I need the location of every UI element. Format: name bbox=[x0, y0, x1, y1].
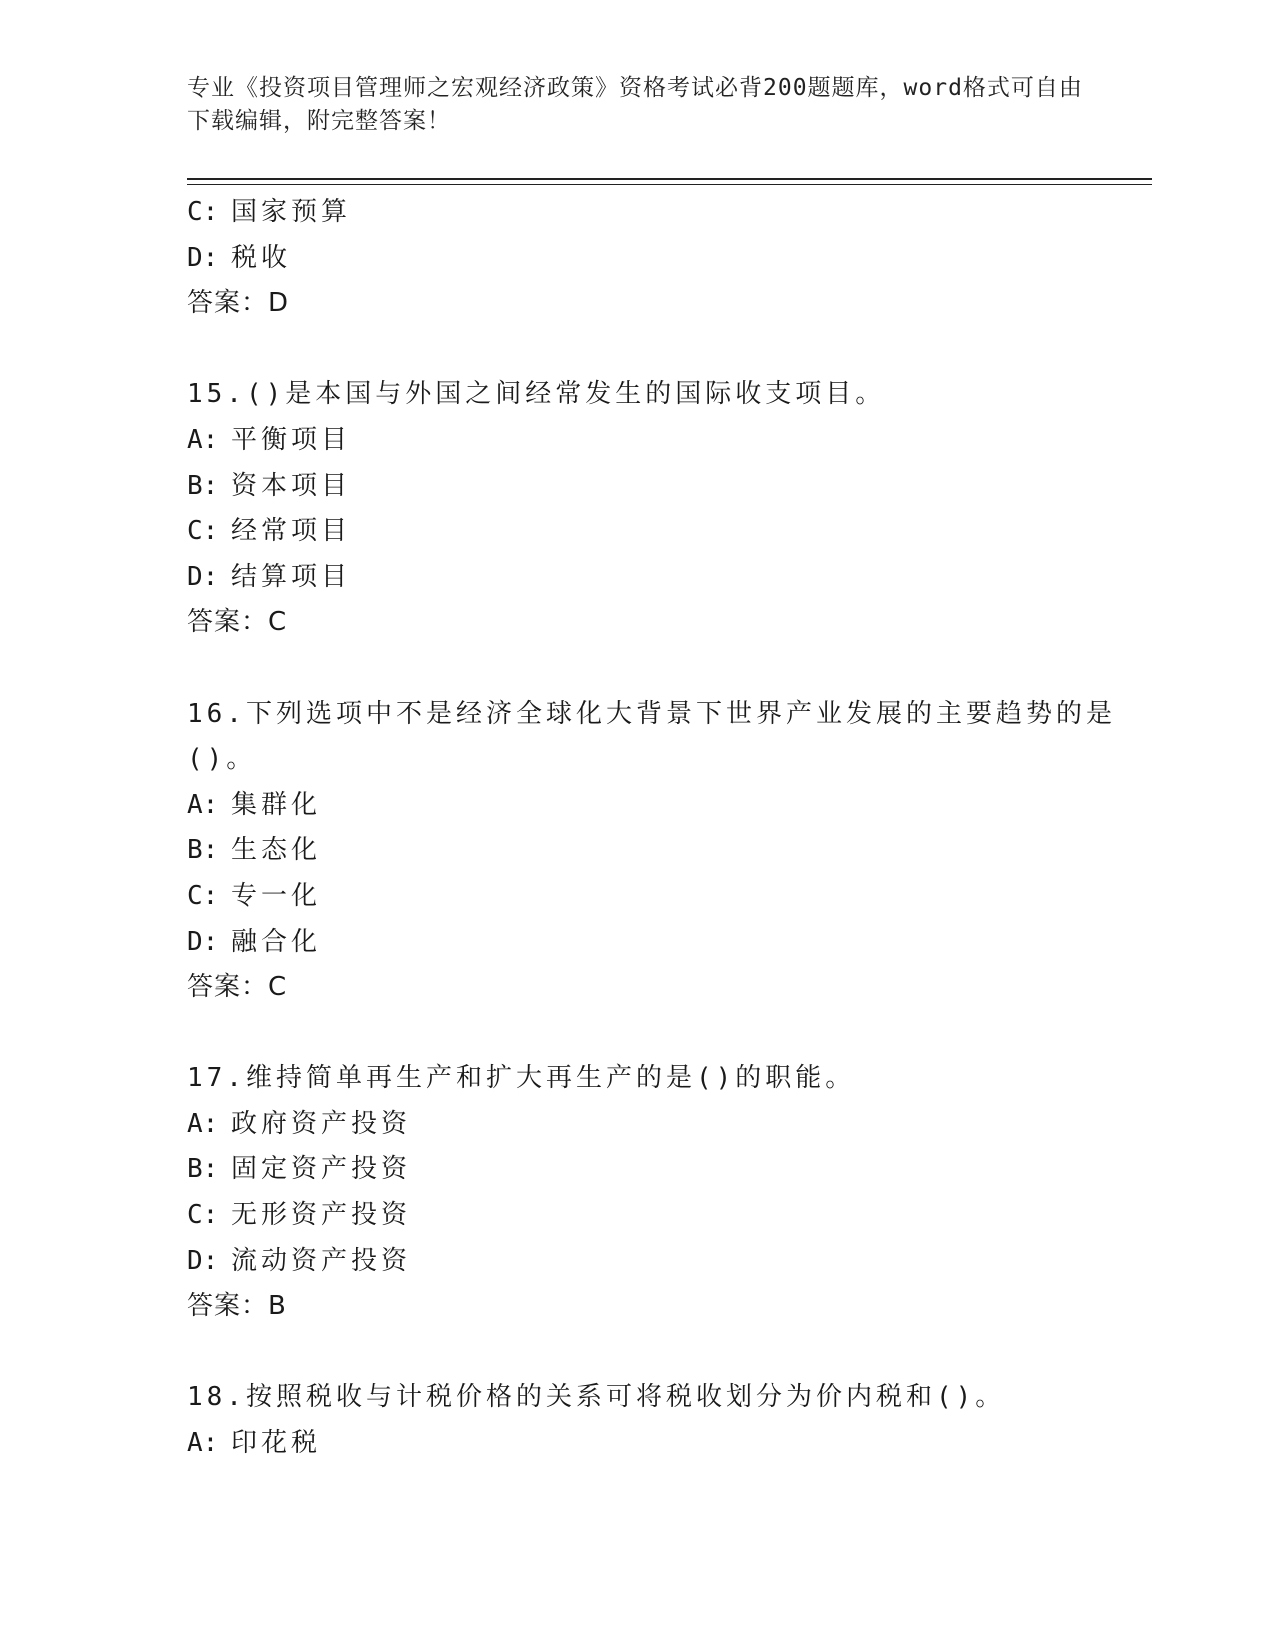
option-text: 印花税 bbox=[231, 1428, 322, 1459]
option-a bbox=[187, 1102, 1147, 1148]
option-d bbox=[187, 555, 1147, 601]
option-d bbox=[187, 1239, 1147, 1285]
answer-line: 答案：B bbox=[187, 1291, 287, 1322]
option-text: 政府资产投资 bbox=[231, 1108, 412, 1139]
option-b bbox=[187, 464, 1147, 510]
document-header: 专业《投资项目管理师之宏观经济政策》资格考试必背200题题库，word格式可自由下载编辑，附完整答案！ bbox=[187, 75, 1083, 134]
question-stem: 17.维持简单再生产和扩大再生产的是()的职能。 bbox=[187, 1063, 856, 1094]
question-fragment bbox=[187, 190, 1147, 327]
option-d bbox=[187, 236, 1147, 282]
option-key: D: bbox=[187, 926, 219, 957]
option-key: C: bbox=[187, 1200, 219, 1231]
option-key: B: bbox=[187, 1154, 219, 1185]
question-stem: 16.下列选项中不是经济全球化大背景下世界产业发展的主要趋势的是()。 bbox=[187, 698, 1116, 775]
option-text: 融合化 bbox=[231, 926, 322, 957]
option-c bbox=[187, 190, 1147, 236]
option-text: 固定资产投资 bbox=[231, 1154, 412, 1185]
option-key: C: bbox=[187, 516, 219, 547]
option-text: 国家预算 bbox=[231, 197, 352, 227]
option-text: 经常项目 bbox=[231, 516, 352, 547]
option-key: C: bbox=[187, 197, 219, 227]
option-key: A: bbox=[187, 1428, 219, 1459]
option-text: 集群化 bbox=[231, 789, 322, 820]
question-15 bbox=[187, 372, 1147, 646]
option-key: D: bbox=[187, 1245, 219, 1276]
spacer bbox=[187, 1011, 1147, 1057]
question-list bbox=[187, 190, 1147, 1467]
option-c bbox=[187, 874, 1147, 920]
question-stem: 18.按照税收与计税价格的关系可将税收划分为价内税和()。 bbox=[187, 1382, 1006, 1413]
spacer bbox=[187, 327, 1147, 373]
answer-line: 答案：C bbox=[187, 607, 288, 638]
option-key: D: bbox=[187, 242, 219, 273]
spacer bbox=[187, 646, 1147, 692]
option-key: C: bbox=[187, 880, 219, 911]
option-text: 专一化 bbox=[231, 880, 322, 911]
option-a bbox=[187, 418, 1147, 464]
question-17 bbox=[187, 1056, 1147, 1330]
option-text: 资本项目 bbox=[231, 470, 352, 501]
answer-line: 答案：D bbox=[187, 288, 290, 319]
option-key: A: bbox=[187, 789, 219, 820]
option-key: D: bbox=[187, 561, 219, 592]
question-16 bbox=[187, 692, 1147, 1011]
question-18 bbox=[187, 1375, 1147, 1466]
option-a bbox=[187, 783, 1147, 829]
option-text: 结算项目 bbox=[231, 561, 352, 592]
option-key: A: bbox=[187, 424, 219, 455]
option-a bbox=[187, 1421, 1147, 1467]
option-b bbox=[187, 828, 1147, 874]
option-text: 生态化 bbox=[231, 835, 322, 866]
header-divider bbox=[187, 178, 1152, 185]
option-text: 流动资产投资 bbox=[231, 1245, 412, 1276]
option-key: B: bbox=[187, 835, 219, 866]
option-text: 无形资产投资 bbox=[231, 1200, 412, 1231]
option-key: B: bbox=[187, 470, 219, 501]
question-stem: 15.()是本国与外国之间经常发生的国际收支项目。 bbox=[187, 379, 886, 410]
option-text: 税收 bbox=[231, 242, 292, 273]
option-c bbox=[187, 1193, 1147, 1239]
option-text: 平衡项目 bbox=[231, 424, 352, 455]
option-c bbox=[187, 509, 1147, 555]
option-b bbox=[187, 1147, 1147, 1193]
option-key: A: bbox=[187, 1108, 219, 1139]
answer-line: 答案：C bbox=[187, 972, 288, 1003]
spacer bbox=[187, 1330, 1147, 1376]
option-d bbox=[187, 920, 1147, 966]
